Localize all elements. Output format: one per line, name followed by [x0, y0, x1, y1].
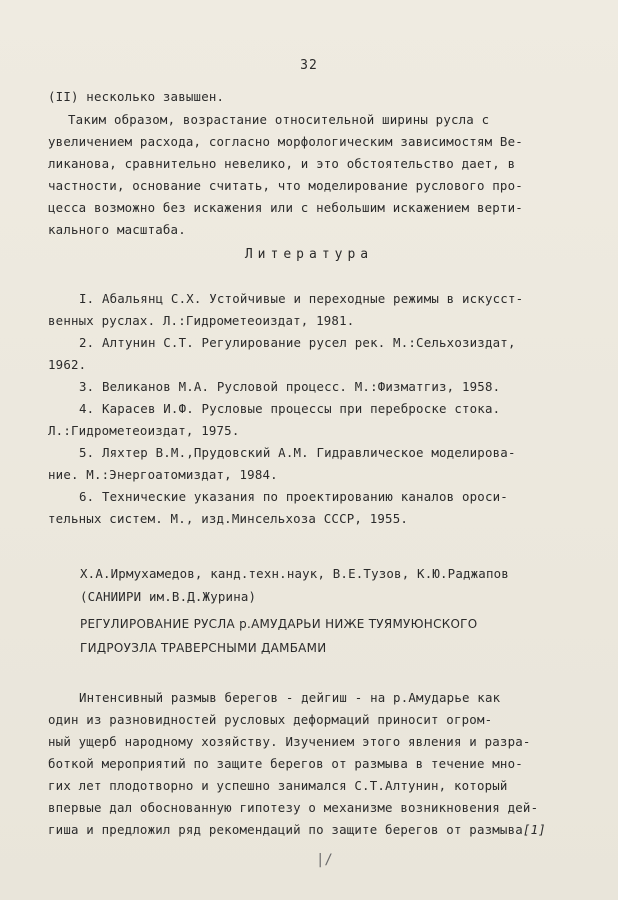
reference-line: 4. Карасев И.Ф. Русловые процессы при переброске стока. [79, 401, 501, 416]
text-line: Таким образом, возрастание относительной ширины русла с [68, 112, 490, 127]
authors-line: Х.А.Ирмухамедов, канд.техн.наук, В.Е.Тузов, К.Ю.Раджапов [80, 566, 509, 581]
body-line: боткой мероприятий по защите берегов от размыва в течение мно- [48, 756, 523, 771]
reference-line: ние. М.:Энергоатомиздат, 1984. [48, 467, 278, 482]
body-line: Интенсивный размыв берегов - дейгиш - на р.Амударье как [79, 690, 501, 705]
text-line: цесса возможно без искажения или с небольшим искажением верти- [48, 200, 523, 215]
reference-line: венных руслах. Л.:Гидрометеоиздат, 1981. [48, 313, 355, 328]
references-heading: Литература [244, 247, 374, 262]
article-title-line: ГИДРОУЗЛА ТРАВЕРСНЫМИ ДАМБАМИ [80, 641, 327, 655]
reference-line: 5. Ляхтер В.М.,Прудовский А.М. Гидравлическое моделирова- [79, 445, 516, 460]
reference-line: 6. Технические указания по проектированию каналов ороси- [79, 489, 508, 504]
text-line: ликанова, сравнительно невелико, и это обстоятельство дает, в [48, 156, 516, 171]
body-line-text: гиша и предложил ряд рекомендаций по защите берегов от размыва [48, 822, 523, 837]
body-line: ный ущерб народному хозяйству. Изучением этого явления и разра- [48, 734, 531, 749]
citation-ref: [1] [522, 822, 546, 837]
text-line: частности, основание считать, что моделирование руслового про- [48, 178, 523, 193]
body-line: впервые дал обоснованную гипотезу о механизме возникновения дей- [48, 800, 539, 815]
reference-line: 1962. [48, 357, 87, 372]
bottom-mark: |/ [316, 852, 333, 868]
affiliation-line: (САНИИРИ им.В.Д.Журина) [80, 589, 257, 604]
reference-line: Л.:Гидрометеоиздат, 1975. [48, 423, 240, 438]
reference-line: I. Абальянц С.Х. Устойчивые и переходные режимы в искусст- [79, 291, 524, 306]
text-line: кального масштаба. [48, 222, 186, 237]
body-line: один из разновидностей русловых деформаций приносит огром- [48, 712, 493, 727]
body-line [48, 822, 546, 837]
reference-line: 3. Великанов М.А. Русловой процесс. М.:Физматгиз, 1958. [79, 379, 501, 394]
reference-line: тельных систем. М., изд.Минсельхоза СССР, 1955. [48, 511, 409, 526]
text-line: увеличением расхода, согласно морфологическим зависимостям Ве- [48, 134, 523, 149]
body-line: гих лет плодотворно и успешно занимался С.Т.Алтунин, который [48, 778, 508, 793]
page-number: 32 [300, 58, 318, 73]
text-line: (II) несколько завышен. [48, 89, 225, 104]
reference-line: 2. Алтунин С.Т. Регулирование русел рек. М.:Сельхозиздат, [79, 335, 516, 350]
article-title-line: РЕГУЛИРОВАНИЕ РУСЛА р.АМУДАРЬИ НИЖЕ ТУЯМУЮНСКОГО [80, 617, 478, 631]
